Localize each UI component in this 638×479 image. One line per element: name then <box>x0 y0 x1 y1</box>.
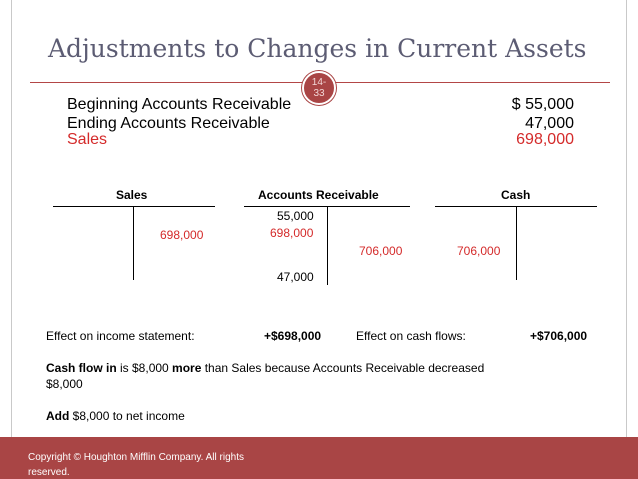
income-effect-label: Effect on income statement: <box>46 329 195 343</box>
ar-collections-credit: 706,000 <box>359 244 403 258</box>
slide-number-chapter: 14- <box>311 77 327 88</box>
add-note-verb: Add <box>46 409 70 423</box>
ar-beginning-balance: 55,000 <box>277 209 314 223</box>
beginning-ar-value: $ 55,000 <box>511 96 574 113</box>
sales-account-center-rule <box>133 206 134 280</box>
slide-number-badge <box>302 71 336 105</box>
sales-account-title: Sales <box>116 188 148 202</box>
cash-account-debit: 706,000 <box>457 244 501 258</box>
cash-effect-label: Effect on cash flows: <box>356 329 466 343</box>
slide-number-page: 33 <box>313 88 325 99</box>
cash-account-title: Cash <box>501 188 531 202</box>
footer-copyright: Copyright © Houghton Mifflin Company. All rights <box>28 452 244 463</box>
ar-account-title: Accounts Receivable <box>258 188 379 202</box>
beginning-ar-label: Beginning Accounts Receivable <box>67 96 292 113</box>
explanation-line-2: $8,000 <box>46 377 83 391</box>
explanation-cash-flow-in: Cash flow in <box>46 361 117 375</box>
add-note-rest: $8,000 to net income <box>69 409 185 423</box>
ar-sales-debit: 698,000 <box>270 226 314 240</box>
ending-ar-label: Ending Accounts Receivable <box>67 115 270 132</box>
slide-border-right <box>626 0 627 479</box>
explanation-reason: than Sales because Accounts Receivable decreased <box>201 361 485 375</box>
ending-ar-value: 47,000 <box>525 115 574 132</box>
ar-account-center-rule <box>327 206 328 285</box>
cash-effect-value: +$706,000 <box>530 329 588 343</box>
slide-title: Adjustments to Changes in Current Assets <box>48 34 587 63</box>
sales-account-credit: 698,000 <box>160 228 204 242</box>
ar-ending-balance: 47,000 <box>277 270 314 284</box>
slide-border-left <box>11 0 12 479</box>
footer-copyright-continued: reserved. <box>28 467 70 478</box>
cash-account-center-rule <box>516 206 517 280</box>
explanation-amount: is $8,000 <box>116 361 173 375</box>
sales-account-top-rule <box>53 206 215 207</box>
add-note <box>46 409 185 423</box>
explanation-line-1 <box>46 361 484 375</box>
sales-label: Sales <box>67 131 108 148</box>
sales-value: 698,000 <box>516 131 574 148</box>
income-effect-value: +$698,000 <box>264 329 322 343</box>
explanation-more: more <box>172 361 202 375</box>
